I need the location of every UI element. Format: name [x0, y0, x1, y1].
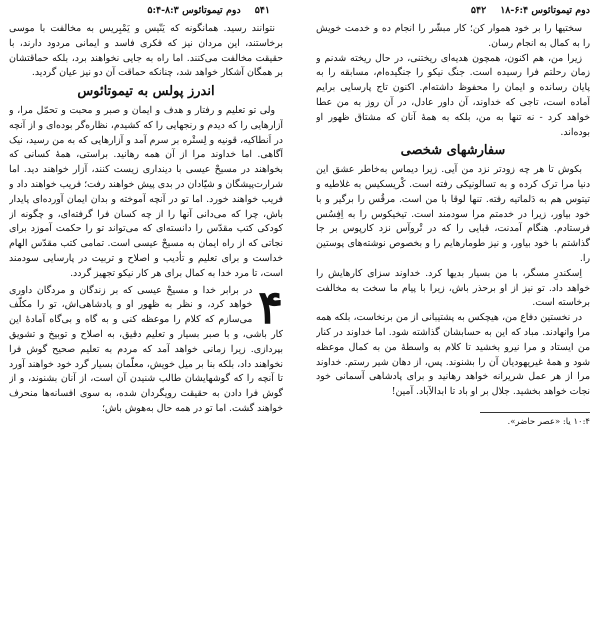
paragraph: ولی تو تعلیم و رفتار و هدف و ایمان و صبر و محبت و تحمّل مرا، و آزارهایی را که دیدم و رنجهایی را که کشیدم، نظاره‌گر بوده‌ای و از آنچه در اَنطاکیه، قونیه و لِستْره بر سرم آمد و آزارهایی که به من رسید، نیک آگاهی. اما خداوند مرا از آن همه رهانید. براستی، همهٔ کسانی که بخواهند در مسیحْ عیسی با دینداری زیست کنند، آزار خواهند دید. اما شرارت‌پیشگان و شیّادان در بدی پیش خواهند رفت؛ فریب خواهند داد و فریب خواهند خورد. اما تو در آنچه آموخته و بدان ایمان آورده‌ای پایدار باش، چرا که می‌دانی آنها را از چه کسان فرا گرفته‌ای، و چگونه از کودکی کتب مقدّس را دانسته‌ای که می‌تواند تو را حکمت آموزد برای نجاتی که از راه ایمان به مسیحْ عیسی است. تمامی کتب مقدّس الهام خداست و برای تعلیم و تأدیب و اصلاح و تربیت در پارسایی سودمند است، تا مرد خدا به کمال برای هر کار نیکو تجهیز گردد. [9, 104, 283, 279]
header-left [8, 0, 284, 20]
paragraph: اِسکندرِ مسگر، با من بسیار بدیها کرد. خداوند سزای کارهایش را خواهد داد. تو نیز از او برحذر باش، زیرا با پیام ما سخت به مخالفت برخاسته است. [316, 267, 590, 309]
paragraph: بکوش تا هر چه زودتر نزد من آیی. زیرا دیماس به‌خاطر عشق این دنیا مرا ترک کرده و به تسالونیکی رفته است. کْریسکیس به غلاطیه و تیتوس هم به دَلماتیه رفته. تنها لوقا با من است. مرقُس را برگیر و با خود بیاور، زیرا در خدمتم مرا سودمند است. تیخیکوس را به اِفِسُس فرستادم. هنگام آمدنت، قبایی را که در تْروآس نزد کارپوس بر جا گذاشتم با خود بیاور، و نیز طومارهایم را و بخصوص نوشته‌های پوستین را. [316, 164, 590, 264]
header-left-page-number: ۵۴۱ [254, 4, 270, 16]
section-heading: اندرز پولس به تیموتائوس [77, 84, 215, 100]
footnote: ۱۰:۴ یا: «عصر حاضر». [507, 416, 590, 427]
paragraph: نتوانند رسید. همانگونه که یَنّیس و یَمْبِریس به مخالفت با موسی برخاستند، این مردان نیز که فکری فاسد و ایمانی مردود دارند، با حقیقت مخالفت می‌کنند. اما راه به جایی نخواهند برد، بلکه حماقتشان بر همگان آشکار خواهد شد، چنانکه حماقت آن دو نیز عیان گردید. [9, 23, 283, 79]
paragraph: در نخستین دفاع من، هیچکس به پشتیبانی از من برنخاست، بلکه همه مرا وانهادند. مباد که این به حسابشان گذاشته شود. اما خداوند در کنار من ایستاد و مرا نیرو بخشید تا کلام به واسطهٔ من به کمال موعظه شود و همهٔ غیریهودیان آن را بشنوند. پس، از دهان شیر رستم. خداوند مرا از هر عمل شریرانه خواهد رهانید و برای پادشاهی آسمانی خود نجات خواهد بخشید. جلال بر او باد تا ابدالآباد. آمین! [316, 312, 590, 398]
paragraph: زیرا من، هم اکنون، همچون هدیه‌ای ریختنی، در حال ریخته شدنم و زمان رحلتم فرا رسیده است. جنگ نیکو را جنگیده‌ام، مسابقه را به پایان رسانده و ایمان را محفوظ داشته‌ام. اکنون تاج پارسایی برایم آماده است، تاجی که خداوند، آن داور عادل، در آن روز به من عطا خواهد کرد - نه تنها به من، بلکه به همهٔ آنان که مشتاق ظهور او بوده‌اند. [316, 52, 590, 138]
header-left-title: دوم تیموتائوس ۸:۳-۵:۴ [147, 4, 241, 16]
header-right-title: دوم تیموتائوس ۶:۴-۱۸ [500, 4, 590, 16]
paragraph: سختیها را بر خود هموار کن؛ کار مبشّر را انجام ده و خدمت خویش را به کمال به انجام رسان. [316, 23, 590, 49]
footnote-rule [480, 412, 590, 413]
right-column [316, 22, 590, 622]
chapter-number: ۴ [258, 279, 283, 334]
header-right-page-number: ۵۴۲ [470, 4, 487, 16]
left-column [9, 22, 283, 622]
section-heading: سفارشهای شخصی [400, 143, 506, 159]
header-right [314, 0, 590, 20]
paragraph: در برابر خدا و مسیحْ عیسی که بر زندگان و مردگان داوری خواهد کرد، و نظر به ظهور او و پادشاهی‌اش، تو را مکلّف می‌سازم که کلام را موعظه کنی و به گاه و بی‌گاه آمادهٔ این کار باشی، و با صبر بسیار و تعلیم دقیق، به اصلاح و توبیخ و تشویق بپردازی. زیرا زمانی خواهد آمد که مردم به تعلیم صحیح گوش فرا نخواهند داد، بلکه بنا بر میل خویش، معلّمان بسیار گرد خود خواهند آورد تا آنچه را که گوشهایشان طالب شنیدن آن است، از آنان بشنوند، و از گوش فرا دادن به حقیقت رویگردان شده، به سوی افسانه‌ها منحرف خواهند گشت. اما تو در همه حال به‌هوش باش؛ [9, 284, 283, 414]
